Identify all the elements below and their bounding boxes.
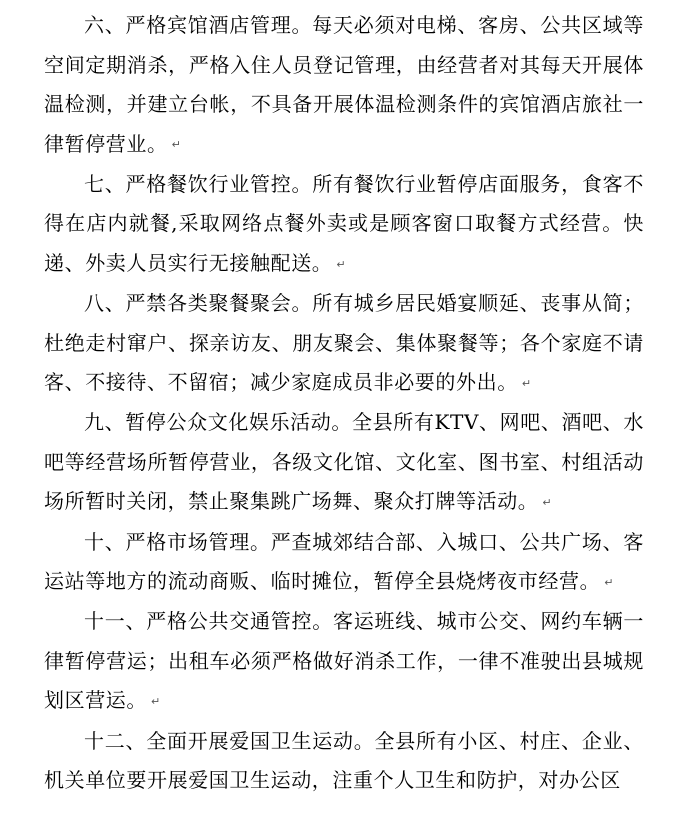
paragraph-patriotic-hygiene [44,722,644,802]
paragraph-text: 十、严格市场管理。严查城郊结合部、入城口、公共广场、客运站等地方的流动商贩、临时摊位，暂停全县烧烤夜市经营。 [44,529,644,593]
paragraph-catering-control [44,165,644,284]
paragraph-mark-icon: ↵ [604,575,614,589]
paragraph-text: 六、严格宾馆酒店管理。每天必须对电梯、客房、公共区域等空间定期消杀，严格入住人员登记管理，由经营者对其每天开展体温检测，并建立台帐，不具备开展体温检测条件的宾馆酒店旅社一律暂停营业。 [44,13,644,156]
paragraph-text: 十一、严格公共交通管控。客运班线、城市公交、网约车辆一律暂停营运；出租车必须严格做好消杀工作，一律不准驶出县城规划区营运。 [44,609,644,713]
paragraph-gathering-ban [44,284,644,403]
paragraph-text: 九、暂停公众文化娱乐活动。全县所有KTV、网吧、酒吧、水吧等经营场所暂停营业，各级文化馆、文化室、图书室、村组活动场所暂时关闭，禁止聚集跳广场舞、聚众打牌等活动。 [44,410,644,514]
paragraph-public-transport [44,602,644,721]
paragraph-text: 八、严禁各类聚餐聚会。所有城乡居民婚宴顺延、丧事从简；杜绝走村窜户、探亲访友、朋友聚会、集体聚餐等；各个家庭不请客、不接待、不留宿；减少家庭成员非必要的外出。 [44,291,644,394]
paragraph-mark-icon: ↵ [542,496,552,509]
paragraph-mark-icon: ↵ [171,138,181,152]
paragraph-mark-icon: ↵ [521,376,532,390]
paragraph-text: 十二、全面开展爱国卫生运动。全县所有小区、村庄、企业、机关单位要开展爱国卫生运动，注重个人卫生和防护，对办公区 [44,728,644,792]
paragraph-mark-icon: ↵ [151,695,161,708]
paragraph-entertainment-suspension [44,403,644,522]
paragraph-hotel-management [44,6,644,165]
paragraph-text: 七、严格餐饮行业管控。所有餐饮行业暂停店面服务，食客不得在店内就餐,采取网络点餐外卖或是顾客窗口取餐方式经营。快递、外卖人员实行无接触配送。 [44,171,644,275]
paragraph-market-management [44,523,644,603]
paragraph-mark-icon: ↵ [336,257,346,271]
document-page [44,6,644,801]
